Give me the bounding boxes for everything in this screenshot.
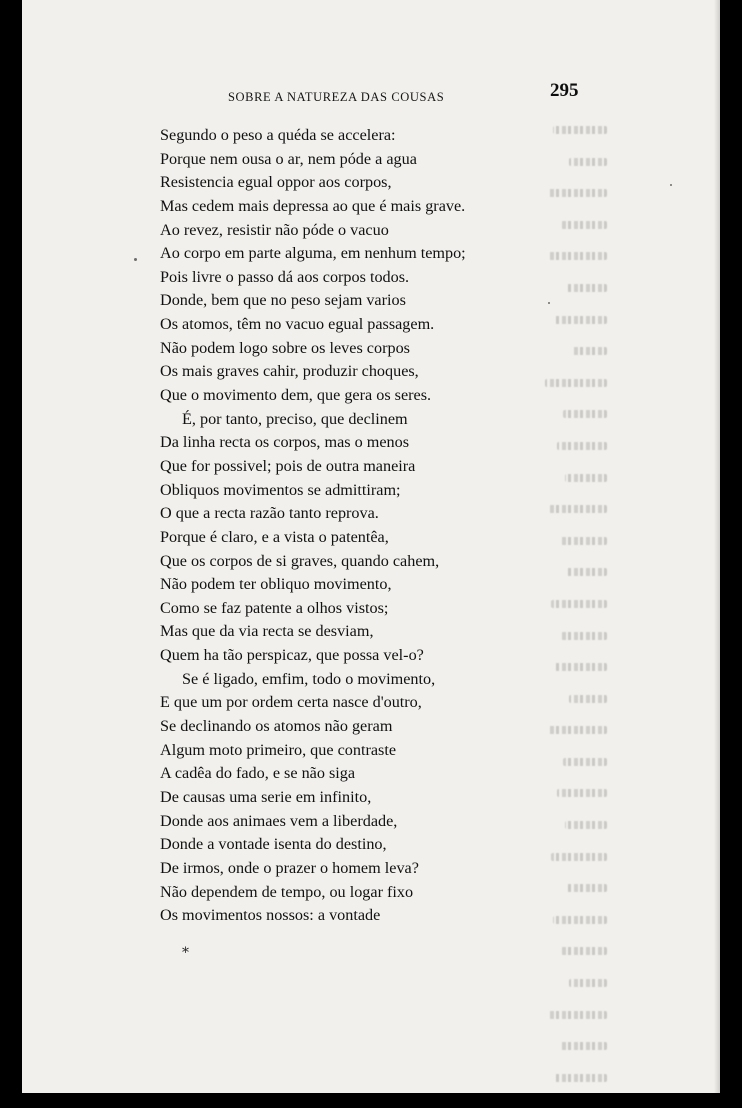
scanned-book-page bbox=[22, 0, 720, 1093]
poem-line: Donde, bem que no peso sejam varios bbox=[160, 291, 406, 310]
show-through-stroke bbox=[563, 410, 607, 418]
poem-line: Resistencia egual oppor aos corpos, bbox=[160, 173, 392, 192]
poem-body bbox=[160, 124, 550, 928]
poem-line: Como se faz patente a olhos vistos; bbox=[160, 598, 389, 617]
show-through-stroke bbox=[549, 505, 607, 513]
paper-speck bbox=[134, 258, 137, 261]
show-through-stroke bbox=[563, 758, 607, 766]
show-through-stroke bbox=[555, 663, 607, 671]
show-through-stroke bbox=[555, 316, 607, 324]
poem-line: Pois livre o passo dá aos corpos todos. bbox=[160, 267, 410, 286]
show-through-stroke bbox=[559, 537, 607, 545]
show-through-stroke bbox=[551, 600, 607, 608]
poem-line: Os atomos, têm no vacuo egual passagem. bbox=[160, 315, 435, 334]
poem-line: Não podem logo sobre os leves corpos bbox=[160, 338, 410, 357]
page-edge-shadow bbox=[714, 0, 720, 1093]
poem-line: Se é ligado, emfim, todo o movimento, bbox=[182, 669, 436, 688]
poem-line: É, por tanto, preciso, que declinem bbox=[182, 409, 408, 428]
show-through-stroke bbox=[561, 632, 607, 640]
show-through-stroke bbox=[569, 695, 607, 703]
show-through-line bbox=[497, 979, 607, 1003]
signature-mark: * bbox=[182, 945, 189, 961]
show-through-stroke bbox=[561, 221, 607, 229]
poem-line: Porque é claro, e a vista o patentêa, bbox=[160, 527, 389, 546]
poem-line: Algum moto primeiro, que contraste bbox=[160, 740, 397, 759]
show-through-stroke bbox=[547, 726, 607, 734]
poem-line: Os movimentos nossos: a vontade bbox=[160, 906, 381, 925]
poem-line: Ao corpo em parte alguma, em nenhum tempo; bbox=[160, 244, 466, 263]
show-through-line bbox=[497, 1074, 607, 1093]
poem-line: Ao revez, resistir não póde o vacuo bbox=[160, 220, 389, 239]
show-through-stroke bbox=[547, 189, 607, 197]
running-title: SOBRE A NATUREZA DAS COUSAS bbox=[228, 90, 445, 104]
show-through-stroke bbox=[569, 979, 607, 987]
show-through-stroke bbox=[559, 1042, 607, 1050]
show-through-stroke bbox=[557, 789, 607, 797]
show-through-stroke bbox=[567, 284, 607, 292]
paper-speck bbox=[548, 302, 550, 304]
show-through-stroke bbox=[553, 126, 607, 134]
show-through-stroke bbox=[567, 568, 607, 576]
paper-speck bbox=[670, 184, 672, 186]
show-through-stroke bbox=[571, 347, 607, 355]
poem-line: Donde aos animaes vem a liberdade, bbox=[160, 811, 398, 830]
poem-line: E que um por ordem certa nasce d'outro, bbox=[160, 693, 422, 712]
poem-line: Que o movimento dem, que gera os seres. bbox=[160, 386, 432, 405]
poem-line: Da linha recta os corpos, mas o menos bbox=[160, 433, 410, 452]
show-through-stroke bbox=[549, 252, 607, 260]
poem-line: Se declinando os atomos não geram bbox=[160, 717, 393, 736]
show-through-line bbox=[497, 1011, 607, 1035]
show-through-stroke bbox=[551, 853, 607, 861]
show-through-stroke bbox=[549, 1011, 607, 1019]
poem-line: De causas uma serie em infinito, bbox=[160, 787, 372, 806]
poem-line: De irmos, onde o prazer o homem leva? bbox=[160, 858, 419, 877]
poem-line: Os mais graves cahir, produzir choques, bbox=[160, 362, 419, 381]
poem-line: A cadêa do fado, e se não siga bbox=[160, 764, 356, 783]
page-number: 295 bbox=[550, 80, 579, 101]
show-through-stroke bbox=[565, 821, 607, 829]
poem-line: Mas cedem mais depressa ao que é mais grave. bbox=[160, 196, 466, 215]
show-through-line bbox=[497, 947, 607, 971]
poem-line: Não dependem de tempo, ou logar fixo bbox=[160, 882, 414, 901]
poem-line: Porque nem ousa o ar, nem póde a agua bbox=[160, 149, 417, 168]
show-through-stroke bbox=[565, 474, 607, 482]
poem-line: Segundo o peso a quéda se accelera: bbox=[160, 126, 396, 144]
poem-line: Donde a vontade isenta do destino, bbox=[160, 835, 387, 854]
poem-line: Que for possivel; pois de outra maneira bbox=[160, 456, 416, 475]
show-through-stroke bbox=[569, 158, 607, 166]
show-through-line bbox=[497, 1042, 607, 1066]
poem-line: Não podem ter obliquo movimento, bbox=[160, 575, 392, 594]
show-through-stroke bbox=[567, 884, 607, 892]
show-through-stroke bbox=[553, 916, 607, 924]
show-through-stroke bbox=[561, 947, 607, 955]
poem-line: Que os corpos de si graves, quando cahem, bbox=[160, 551, 440, 570]
show-through-stroke bbox=[555, 1074, 607, 1082]
poem-line: Obliquos movimentos se admittiram; bbox=[160, 480, 401, 499]
poem-line: Mas que da via recta se desviam, bbox=[160, 622, 374, 641]
poem-line: Quem ha tão perspicaz, que possa vel-o? bbox=[160, 646, 424, 665]
poem-line: O que a recta razão tanto reprova. bbox=[160, 504, 379, 523]
show-through-stroke bbox=[545, 379, 607, 387]
show-through-stroke bbox=[557, 442, 607, 450]
